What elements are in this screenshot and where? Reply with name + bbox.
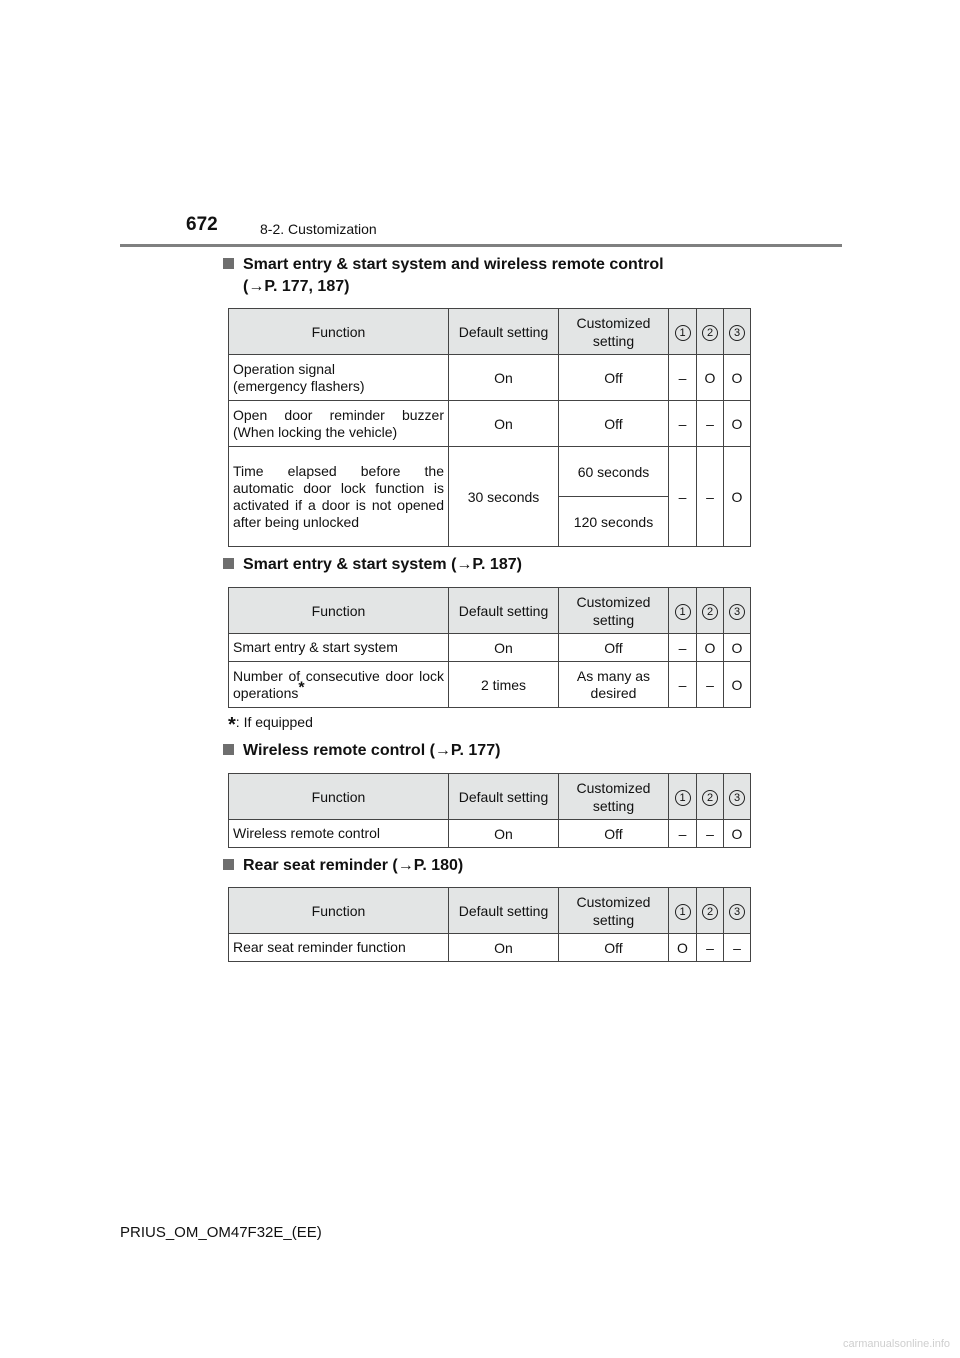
page-reference: (→P. 177, 187) xyxy=(243,278,350,295)
default-cell: 30 seconds xyxy=(449,447,559,547)
customized-cell: Off xyxy=(559,820,669,848)
column-header-customized: Customized setting xyxy=(559,309,669,355)
column-header-function: Function xyxy=(229,309,449,355)
watermark: carmanualsonline.info xyxy=(842,1338,950,1350)
customized-cell: Off xyxy=(559,934,669,962)
function-cell: Open door reminder buzzer (When locking the vehicle) xyxy=(229,401,449,447)
bullet-square-icon xyxy=(223,744,234,755)
footnote: *: If equipped xyxy=(228,714,313,736)
circled-1-icon: 1 xyxy=(675,325,691,341)
section-heading-smart-entry-and-remote: Smart entry & start system and wireless remote control (→P. 177, 187) xyxy=(223,254,664,298)
mark-cell-2: – xyxy=(697,662,724,708)
default-cell: 2 times xyxy=(449,662,559,708)
circled-2-icon: 2 xyxy=(702,790,718,806)
circled-3-icon: 3 xyxy=(729,790,745,806)
table-header-row xyxy=(229,888,751,934)
circled-2-icon: 2 xyxy=(702,604,718,620)
column-header-function: Function xyxy=(229,588,449,634)
mark-cell-1: – xyxy=(669,662,697,708)
default-cell: On xyxy=(449,820,559,848)
mark-cell-2: O xyxy=(697,355,724,401)
mark-cell-1: – xyxy=(669,820,697,848)
default-cell: On xyxy=(449,401,559,447)
section-heading-rear-seat-reminder: Rear seat reminder (→P. 180) xyxy=(223,855,463,877)
mark-cell-3: – xyxy=(724,934,751,962)
footnote-asterisk: * xyxy=(298,678,305,696)
function-cell: Time elapsed before the automatic door lock function is activated if a door is not opened after being unlocked xyxy=(229,447,449,547)
customized-cell: 120 seconds xyxy=(559,497,669,547)
table-row xyxy=(229,934,751,962)
function-cell: Number of consecutive door lock operations* xyxy=(229,662,449,708)
header-rule xyxy=(120,244,842,247)
table-row xyxy=(229,634,751,662)
circled-2-icon: 2 xyxy=(702,904,718,920)
customized-cell: 60 seconds xyxy=(559,447,669,497)
bullet-square-icon xyxy=(223,859,234,870)
table-row xyxy=(229,447,751,497)
section-title: 8-2. Customization xyxy=(260,221,377,237)
column-header-customized: Customized setting xyxy=(559,774,669,820)
settings-table-rear-seat-reminder xyxy=(228,887,751,962)
section-heading-smart-entry: Smart entry & start system (→P. 187) xyxy=(223,554,522,576)
function-cell: Smart entry & start system xyxy=(229,634,449,662)
function-cell: Wireless remote control xyxy=(229,820,449,848)
mark-cell-2: O xyxy=(697,634,724,662)
mark-cell-2: – xyxy=(697,447,724,547)
mark-cell-3: O xyxy=(724,820,751,848)
footnote-asterisk: * xyxy=(228,714,236,736)
column-header-function: Function xyxy=(229,774,449,820)
default-cell: On xyxy=(449,934,559,962)
function-cell: Operation signal (emergency flashers) xyxy=(229,355,449,401)
mark-cell-1: – xyxy=(669,634,697,662)
table-row xyxy=(229,401,751,447)
mark-cell-3: O xyxy=(724,401,751,447)
column-header-customized: Customized setting xyxy=(559,588,669,634)
circled-1-icon: 1 xyxy=(675,904,691,920)
mark-cell-3: O xyxy=(724,634,751,662)
function-cell: Rear seat reminder function xyxy=(229,934,449,962)
circled-1-icon: 1 xyxy=(675,604,691,620)
mark-cell-1: – xyxy=(669,355,697,401)
document-code: PRIUS_OM_OM47F32E_(EE) xyxy=(120,1224,322,1241)
bullet-square-icon xyxy=(223,558,234,569)
column-header-default: Default setting xyxy=(449,888,559,934)
mark-cell-2: – xyxy=(697,401,724,447)
table-row xyxy=(229,355,751,401)
mark-cell-3: O xyxy=(724,447,751,547)
table-header-row xyxy=(229,588,751,634)
settings-table-wireless-remote xyxy=(228,773,751,848)
mark-cell-1: O xyxy=(669,934,697,962)
mark-cell-1: – xyxy=(669,401,697,447)
table-row xyxy=(229,820,751,848)
circled-3-icon: 3 xyxy=(729,325,745,341)
mark-cell-3: O xyxy=(724,662,751,708)
circled-3-icon: 3 xyxy=(729,604,745,620)
customized-cell: Off xyxy=(559,401,669,447)
settings-table-smart-entry-and-remote xyxy=(228,308,751,547)
circled-3-icon: 3 xyxy=(729,904,745,920)
column-header-customized: Customized setting xyxy=(559,888,669,934)
customized-cell: As many as desired xyxy=(559,662,669,708)
circled-1-icon: 1 xyxy=(675,790,691,806)
settings-table-smart-entry xyxy=(228,587,751,708)
column-header-default: Default setting xyxy=(449,309,559,355)
column-header-function: Function xyxy=(229,888,449,934)
section-heading-wireless-remote: Wireless remote control (→P. 177) xyxy=(223,740,500,762)
mark-cell-1: – xyxy=(669,447,697,547)
default-cell: On xyxy=(449,634,559,662)
table-row xyxy=(229,662,751,708)
default-cell: On xyxy=(449,355,559,401)
customized-cell: Off xyxy=(559,634,669,662)
mark-cell-2: – xyxy=(697,820,724,848)
mark-cell-3: O xyxy=(724,355,751,401)
circled-2-icon: 2 xyxy=(702,325,718,341)
column-header-default: Default setting xyxy=(449,774,559,820)
column-header-default: Default setting xyxy=(449,588,559,634)
page-number: 672 xyxy=(186,214,218,235)
table-header-row xyxy=(229,774,751,820)
mark-cell-2: – xyxy=(697,934,724,962)
bullet-square-icon xyxy=(223,258,234,269)
customized-cell: Off xyxy=(559,355,669,401)
table-header-row xyxy=(229,309,751,355)
